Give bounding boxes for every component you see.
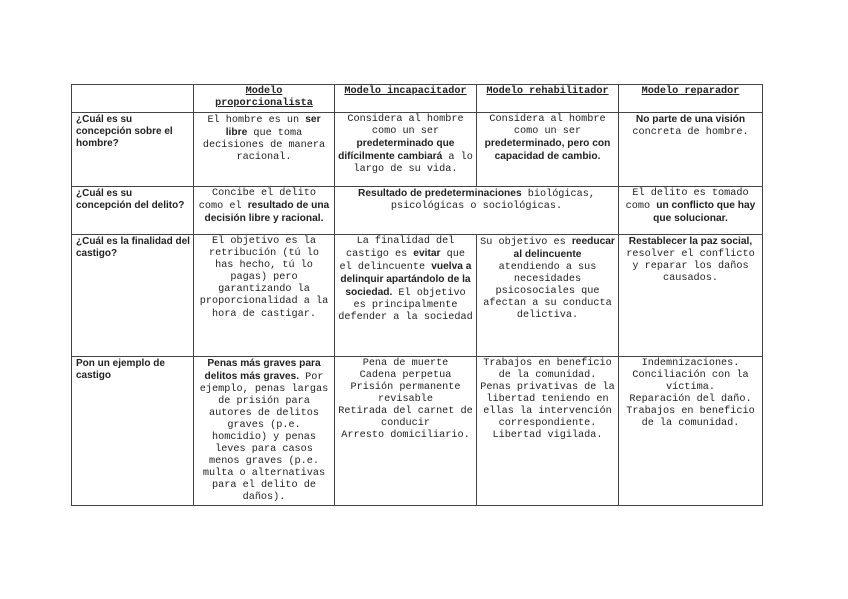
row-question: ¿Cuál es su concepción sobre el hombre? bbox=[72, 113, 194, 187]
table-cell: Considera al hombre como un ser predeterminado, pero con capacidad de cambio. bbox=[477, 113, 619, 187]
table-cell bbox=[477, 357, 619, 506]
list-item: Penas privativas de la libertad teniendo en ellas la intervención correspondiente. bbox=[480, 382, 615, 429]
header-blank bbox=[72, 85, 194, 113]
table-row bbox=[72, 187, 763, 235]
table-cell-merged: Resultado de predeterminaciones biológicas, psicológicas o sociológicas. bbox=[335, 187, 619, 235]
list-item: Retirada del carnet de conducir bbox=[338, 406, 473, 429]
list-item: Reparación del daño. bbox=[629, 394, 752, 405]
list-item: Arresto domiciliario. bbox=[341, 430, 470, 441]
table-cell: Su objetivo es reeducar al delincuente atendiendo a sus necesidades psicosociales que afectan a su conducta delictiva. bbox=[477, 235, 619, 357]
table-cell: Restablecer la paz social, resolver el conflicto y reparar los daños causados. bbox=[619, 235, 763, 357]
models-comparison-table bbox=[71, 84, 763, 506]
header-modelo-rehabilitador: Modelo rehabilitador bbox=[477, 85, 619, 113]
table-row bbox=[72, 357, 763, 506]
table-cell bbox=[619, 357, 763, 506]
table-cell: Penas más graves para delitos más graves. Por ejemplo, penas largas de prisión para autores de delitos graves (p.e. homcidio) y penas leves para casos menos graves (p.e. multa o alternativas para el delito de daños). bbox=[194, 357, 335, 506]
list-item: Libertad vigilada. bbox=[492, 430, 603, 441]
table-cell: El delito es tomado como un conflicto que hay que solucionar. bbox=[619, 187, 763, 235]
header-modelo-incapacitador: Modelo incapacitador bbox=[335, 85, 477, 113]
list-item: Cadena perpetua bbox=[359, 370, 452, 381]
list-item: Indemnizaciones. bbox=[641, 358, 740, 369]
table-cell: La finalidad del castigo es evitar que el delincuente vuelva a delinquir apartándolo de la sociedad. El objetivo es principalmente defender a la sociedad bbox=[335, 235, 477, 357]
header-modelo-reparador: Modelo reparador bbox=[619, 85, 763, 113]
list-item: Prisión permanente revisable bbox=[350, 382, 461, 405]
row-question: Pon un ejemplo de castigo bbox=[72, 357, 194, 506]
table-row bbox=[72, 235, 763, 357]
table-cell: Considera al hombre como un ser predeterminado que difícilmente cambiará a lo largo de su vida. bbox=[335, 113, 477, 187]
row-question: ¿Cuál es su concepción del delito? bbox=[72, 187, 194, 235]
table-row bbox=[72, 113, 763, 187]
list-item: Pena de muerte bbox=[362, 358, 449, 369]
list-item: Trabajos en beneficio de la comunidad. bbox=[483, 358, 612, 381]
list-item: Trabajos en beneficio de la comunidad. bbox=[626, 406, 755, 429]
table-cell: No parte de una visión concreta de hombre. bbox=[619, 113, 763, 187]
table-cell bbox=[335, 357, 477, 506]
header-modelo-proporcionalista: Modelo proporcionalista bbox=[194, 85, 335, 113]
list-item: Conciliación con la víctima. bbox=[632, 370, 749, 393]
row-question: ¿Cuál es la finalidad del castigo? bbox=[72, 235, 194, 357]
table-cell: El objetivo es la retribución (tú lo has hecho, tú lo pagas) pero garantizando la proporcionalidad a la hora de castigar. bbox=[194, 235, 335, 357]
header-row bbox=[72, 85, 763, 113]
table-cell: El hombre es un ser libre que toma decisiones de manera racional. bbox=[194, 113, 335, 187]
table-cell: Concibe el delito como el resultado de una decisión libre y racional. bbox=[194, 187, 335, 235]
